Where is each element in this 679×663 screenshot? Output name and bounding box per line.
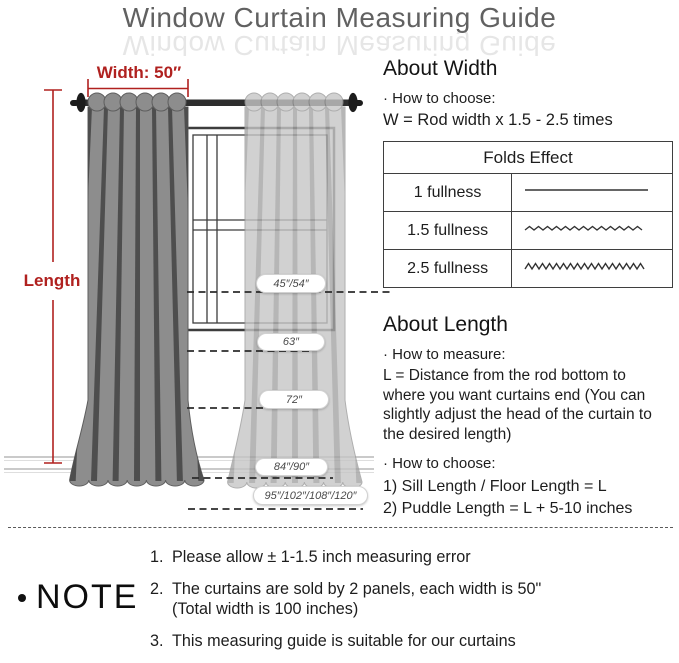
note-item bbox=[150, 631, 675, 651]
note-divider bbox=[8, 527, 673, 528]
measure-line-4: the desired length) bbox=[383, 425, 512, 443]
folds-effect-table bbox=[383, 141, 673, 288]
length-pill-45-54: 45″/54″ bbox=[256, 274, 326, 293]
note-list bbox=[150, 547, 675, 663]
page-title-area bbox=[0, 2, 679, 61]
length-how-to-measure-label: · How to measure: bbox=[383, 346, 506, 363]
choice-puddle: 2) Puddle Length = L + 5-10 inches bbox=[383, 499, 633, 517]
width-how-to-choose-label: · How to choose: bbox=[383, 90, 496, 107]
fullness-1-label: 1 fullness bbox=[384, 174, 512, 212]
note-item-text: This measuring guide is suitable for our curtains bbox=[172, 632, 516, 650]
note-item-text: Please allow ± 1-1.5 inch measuring error bbox=[172, 548, 471, 566]
note-item bbox=[150, 547, 675, 567]
length-measure-description bbox=[383, 366, 679, 444]
curtain-illustration bbox=[0, 55, 395, 530]
choice-sill-floor: 1) Sill Length / Floor Length = L bbox=[383, 478, 607, 495]
fullness-2-5-label: 2.5 fullness bbox=[384, 250, 512, 288]
note-bullet-icon bbox=[18, 594, 26, 602]
table-row bbox=[384, 212, 673, 250]
note-item bbox=[150, 579, 675, 619]
fold-wave-loose-graphic bbox=[512, 212, 673, 250]
note-item-number: 3. bbox=[150, 632, 164, 650]
fold-wave-tight-graphic bbox=[512, 250, 673, 288]
length-pill-95-120: 95″/102″/108″/120″ bbox=[253, 486, 368, 505]
note-label bbox=[18, 578, 138, 617]
table-header-row bbox=[384, 142, 673, 174]
note-item-number: 2. bbox=[150, 580, 164, 598]
width-formula: W = Rod width x 1.5 - 2.5 times bbox=[383, 111, 613, 129]
length-how-to-choose-label: · How to choose: bbox=[383, 455, 496, 472]
length-pill-63: 63″ bbox=[257, 333, 325, 351]
length-label: Length bbox=[23, 271, 81, 290]
measure-line-1: L = Distance from the rod bottom to bbox=[383, 367, 626, 384]
fullness-1-5-label: 1.5 fullness bbox=[384, 212, 512, 250]
table-row bbox=[384, 174, 673, 212]
measure-line-3: slightly adjust the head of the curtain to bbox=[383, 406, 652, 423]
length-choices bbox=[383, 476, 679, 519]
curtain-diagram bbox=[0, 55, 395, 530]
dark-curtain-panel bbox=[70, 93, 205, 486]
page-title-reflection: Window Curtain Measuring Guide bbox=[122, 30, 557, 61]
info-column bbox=[383, 57, 679, 519]
width-label: Width: 50″ bbox=[96, 63, 182, 82]
note-item-text: (Total width is 100 inches) bbox=[172, 600, 359, 618]
table-row bbox=[384, 250, 673, 288]
note-item-number: 1. bbox=[150, 548, 164, 566]
note-heading: NOTE bbox=[36, 578, 139, 616]
about-length-heading: About Length bbox=[383, 313, 508, 336]
page-title: Window Curtain Measuring Guide bbox=[122, 2, 557, 33]
length-pill-72: 72″ bbox=[259, 390, 329, 409]
fold-straight-graphic bbox=[512, 174, 673, 212]
folds-effect-header: Folds Effect bbox=[384, 142, 673, 174]
about-width-heading: About Width bbox=[383, 57, 498, 80]
measure-line-2: where you want curtains end (You can bbox=[383, 386, 646, 404]
length-pill-84-90: 84″/90″ bbox=[255, 458, 328, 476]
note-item-text: The curtains are sold by 2 panels, each width is 50" bbox=[172, 580, 542, 598]
